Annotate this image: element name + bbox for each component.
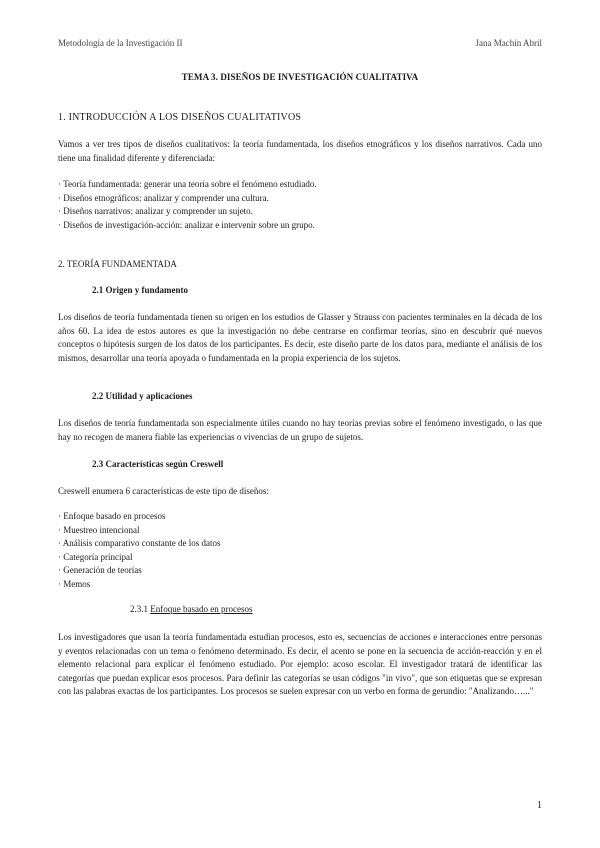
list-item: · Diseños narrativos: analizar y comprender un sujeto. (58, 206, 253, 216)
creswell-characteristics-list (58, 510, 542, 591)
subsection-2-1-paragraph: Los diseños de teoría fundamentada tienen su origen en los estudios de Glasser y Strauss con pacientes terminales en la década de los años 60. La idea de estos autores es que la investigación no debe centrarse en confirmar teorías, sino en descubrir qué nuevos conceptos o hipótesis surgen de los datos de los participantes. Es decir, este diseño parte de los datos para, mediante el análisis de los mismos, desarrollar una teoría apoyada o fundamentada en la propia experiencia de los sujetos. (58, 312, 542, 363)
list-item: · Enfoque basado en procesos (58, 511, 166, 521)
page-number: 1 (537, 800, 542, 811)
section1-intro-paragraph: Vamos a ver tres tipos de diseños cualitativos: la teoría fundamentada, los diseños etnográficos y los diseños narrativos. Cada uno tiene una finalidad diferente y diferenciada: (58, 139, 542, 163)
header-author: Jana Machín Abril (475, 38, 542, 48)
subsection-2-3-heading: 2.3 Características según Creswell (92, 459, 224, 469)
subsection-2-2-paragraph: Los diseños de teoría fundamentada son especialmente útiles cuando no hay teorías previas sobre el fenómeno investigado, o las que hay no recogen de manera fiable las experiencias o vivencias de un grupo de sujetos. (58, 418, 542, 442)
header-course: Metodología de la Investigación II (58, 38, 183, 48)
subsection-2-2-heading: 2.2 Utilidad y aplicaciones (92, 391, 193, 401)
subsection-2-3-intro: Creswell enumera 6 características de este tipo de diseños: (58, 486, 269, 496)
section2-heading: 2. TEORÍA FUNDAMENTADA (58, 259, 177, 269)
section1-heading: 1. INTRODUCCIÓN A LOS DISEÑOS CUALITATIVOS (58, 112, 302, 123)
subsection-2-1-heading: 2.1 Origen y fundamento (92, 285, 189, 295)
list-item: · Muestreo intencional (58, 524, 140, 535)
subsection-2-3-1-paragraph: Los investigadores que usan la teoría fundamentada estudian procesos, esto es, secuencias de acciones e interacciones entre personas y eventos relacionadas con un tema o fenómeno determinado. Es decir, el acento se pone en la secuencia de acción-reacción y en el elemento relacional para explicar el fenómeno estudiado. Por ejemplo: acoso escolar. El investigador tratará de identificar las categorías que puedan explicar esos procesos. Para definir las categorías se usan códigos "in vivo", que son etiquetas que se expresan con las palabras exactas de los participantes. Los procesos se suelen expresar con un verbo en forma de gerundio: "Analizando…..." (58, 632, 542, 696)
document-title: TEMA 3. DISEÑOS DE INVESTIGACIÓN CUALITATIVA (181, 72, 419, 82)
list-item: · Generación de teorías (58, 565, 142, 575)
list-item: · Análisis comparativo constante de los datos (58, 538, 221, 548)
list-item: · Teoría fundamentada: generar una teoría sobre el fenómeno estudiado. (58, 179, 317, 189)
subsection-2-3-1-heading (130, 604, 252, 614)
section1-design-list (58, 178, 542, 232)
list-item: · Categoría principal (58, 551, 133, 562)
list-item: · Diseños de investigación-acción: analizar e intervenir sobre un grupo. (58, 219, 315, 230)
list-item: · Diseños etnográficos: analizar y comprender una cultura. (58, 192, 269, 203)
subsection-title: Enfoque basado en procesos (150, 604, 253, 614)
list-item: · Memos (58, 578, 91, 589)
subsection-number: 2.3.1 (130, 604, 148, 614)
